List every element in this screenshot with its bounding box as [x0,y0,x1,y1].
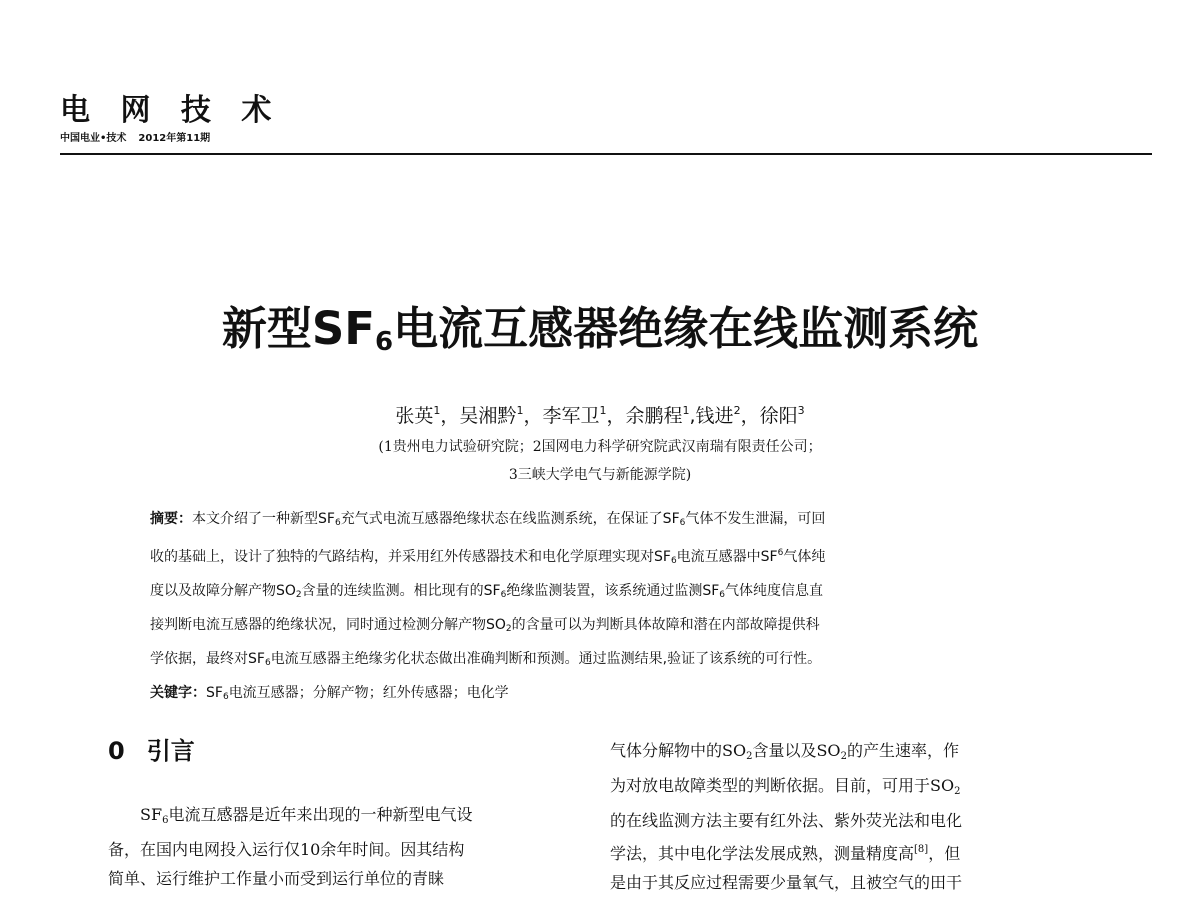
body-text: 含量以及SO [752,741,841,760]
body-text: 电流互感器是近年来出现的一种新型电气设 [168,805,473,824]
abstract-line [150,576,1030,610]
author-name: 吴湘黔 [459,405,517,427]
subscript: 2 [295,590,302,600]
citation: [8] [914,844,929,855]
header-rule [60,153,1152,155]
abstract-text: 接判断电流互感器的绝缘状况，同时通过检测分解产物SO [150,617,506,633]
abstract-text: 气体纯 [783,549,826,565]
title-part1: 新型SF [221,302,376,355]
subscript: 6 [222,692,229,702]
keyword: 分解产物 [312,685,369,701]
body-text: 的产生速率，作 [846,741,959,760]
abstract-text: 绝缘监测装置，该系统通过监测SF [506,583,720,599]
abstract [150,504,1030,712]
subscript: 6 [264,658,271,668]
abstract-text: 气体纯度信息直 [725,583,824,599]
right-column-text [610,736,1080,897]
author-sep: ， [740,405,760,427]
abstract-label: 摘要： [150,511,192,527]
keyword: 红外传感器 [382,685,453,701]
paper-title [0,300,1200,371]
author [760,405,805,427]
subscript: 6 [719,590,726,600]
author-name: 钱进 [695,405,734,427]
left-column-text [108,800,578,893]
text-line [610,736,1080,771]
abstract-text: 电流互感器中SF [676,549,778,565]
text-line: 简单、运行维护工作量小而受到运行单位的青睐 [108,869,445,888]
subscript: 6 [670,556,677,566]
abstract-line [150,644,1030,678]
journal-issue: 2012年第11期 [138,133,211,144]
author [625,405,695,427]
text-line [610,771,1080,806]
body-text: 气体分解物中的SO [610,741,747,760]
section-heading [108,736,195,766]
author [542,405,625,427]
author-aff: 1 [516,404,524,417]
abstract-text: 收的基础上，设计了独特的气路结构，并采用红外传感器技术和电化学原理实现对SF [150,549,671,565]
body-text: ，但 [928,844,961,863]
author-aff: 2 [733,404,741,417]
author-name: 张英 [395,405,434,427]
subscript: 6 [679,518,686,528]
keywords-line [150,678,1030,712]
author [696,405,760,427]
author-aff: 1 [682,404,690,417]
author-name: 余鹏程 [625,405,683,427]
abstract-text: 含量的连续监测。相比现有的SF [301,583,501,599]
author-sep: , [689,405,696,427]
author-name: 徐阳 [759,405,798,427]
subscript: 2 [746,751,753,762]
abstract-text: 电流互感器主绝缘劣化状态做出准确判断和预测。通过监测结果,验证了该系统的可行性。 [270,651,822,667]
abstract-text: 的含量可以为判断具体故障和潜在内部故障提供科 [511,617,820,633]
text-line: 的在线监测方法主要有红外法、紫外荧光法和电化 [610,811,963,830]
author-aff: 3 [797,404,805,417]
authors [0,398,1200,429]
subscript: 6 [162,815,169,826]
superscript: 6 [777,548,784,558]
abstract-line [150,610,1030,644]
keyword-sep: ； [368,685,383,701]
abstract-text: 本文介绍了一种新型SF [192,511,335,527]
section-title: 引言 [146,737,195,765]
author-name: 李军卫 [542,405,600,427]
abstract-text: 充气式电流互感器绝缘状态在线监测系统，在保证了SF [340,511,680,527]
author-aff: 1 [433,404,441,417]
abstract-line [150,504,1030,538]
title-subscript: 6 [375,327,394,357]
body-text: 为对放电故障类型的判断依据。目前，可用于SO [610,776,955,795]
text-line [108,800,578,835]
author-sep: ， [523,405,543,427]
text-line: 备，在国内电网投入运行仅10余年时间。因其结构 [108,840,465,859]
abstract-text: 度以及故障分解产物SO [150,583,296,599]
journal-sub-title: 中国电业•技术 [60,133,127,144]
journal-subtitle [60,134,210,144]
author [395,405,459,427]
author-sep: ， [440,405,460,427]
abstract-text: 学依据，最终对SF [150,651,265,667]
keyword-sep: ； [452,685,467,701]
keywords-label: 关键字： [150,685,206,701]
affiliations-line-2: 3三峡大学电气与新能源学院) [508,467,692,483]
subscript: 6 [500,590,507,600]
section-number: 0 [108,737,125,765]
author-sep: ， [606,405,626,427]
subscript: 2 [840,751,847,762]
journal-name: 电 网 技 术 [60,93,282,128]
abstract-line [150,538,1030,576]
keyword: 电化学 [466,685,509,701]
author-aff: 1 [599,404,607,417]
keyword-sep: ； [298,685,313,701]
subscript: 6 [334,518,341,528]
body-text: 学法，其中电化学法发展成熟，测量精度高 [610,844,915,863]
subscript: 2 [954,786,961,797]
text-line [610,835,1080,868]
keyword: SF [206,685,223,701]
author [459,405,542,427]
abstract-text: 气体不发生泄漏，可回 [685,511,826,527]
affiliations-line-1: (1贵州电力试验研究院；2国网电力科学研究院武汉南瑞有限责任公司； [378,439,822,455]
title-part2: 电流互感器绝缘在线监测系统 [393,302,979,355]
keyword: 电流互感器 [228,685,299,701]
text-line: 是由于其反应过程需要少量氧气，且被空气的田干 [610,873,963,892]
body-text: SF [140,805,163,824]
subscript: 2 [505,624,512,634]
